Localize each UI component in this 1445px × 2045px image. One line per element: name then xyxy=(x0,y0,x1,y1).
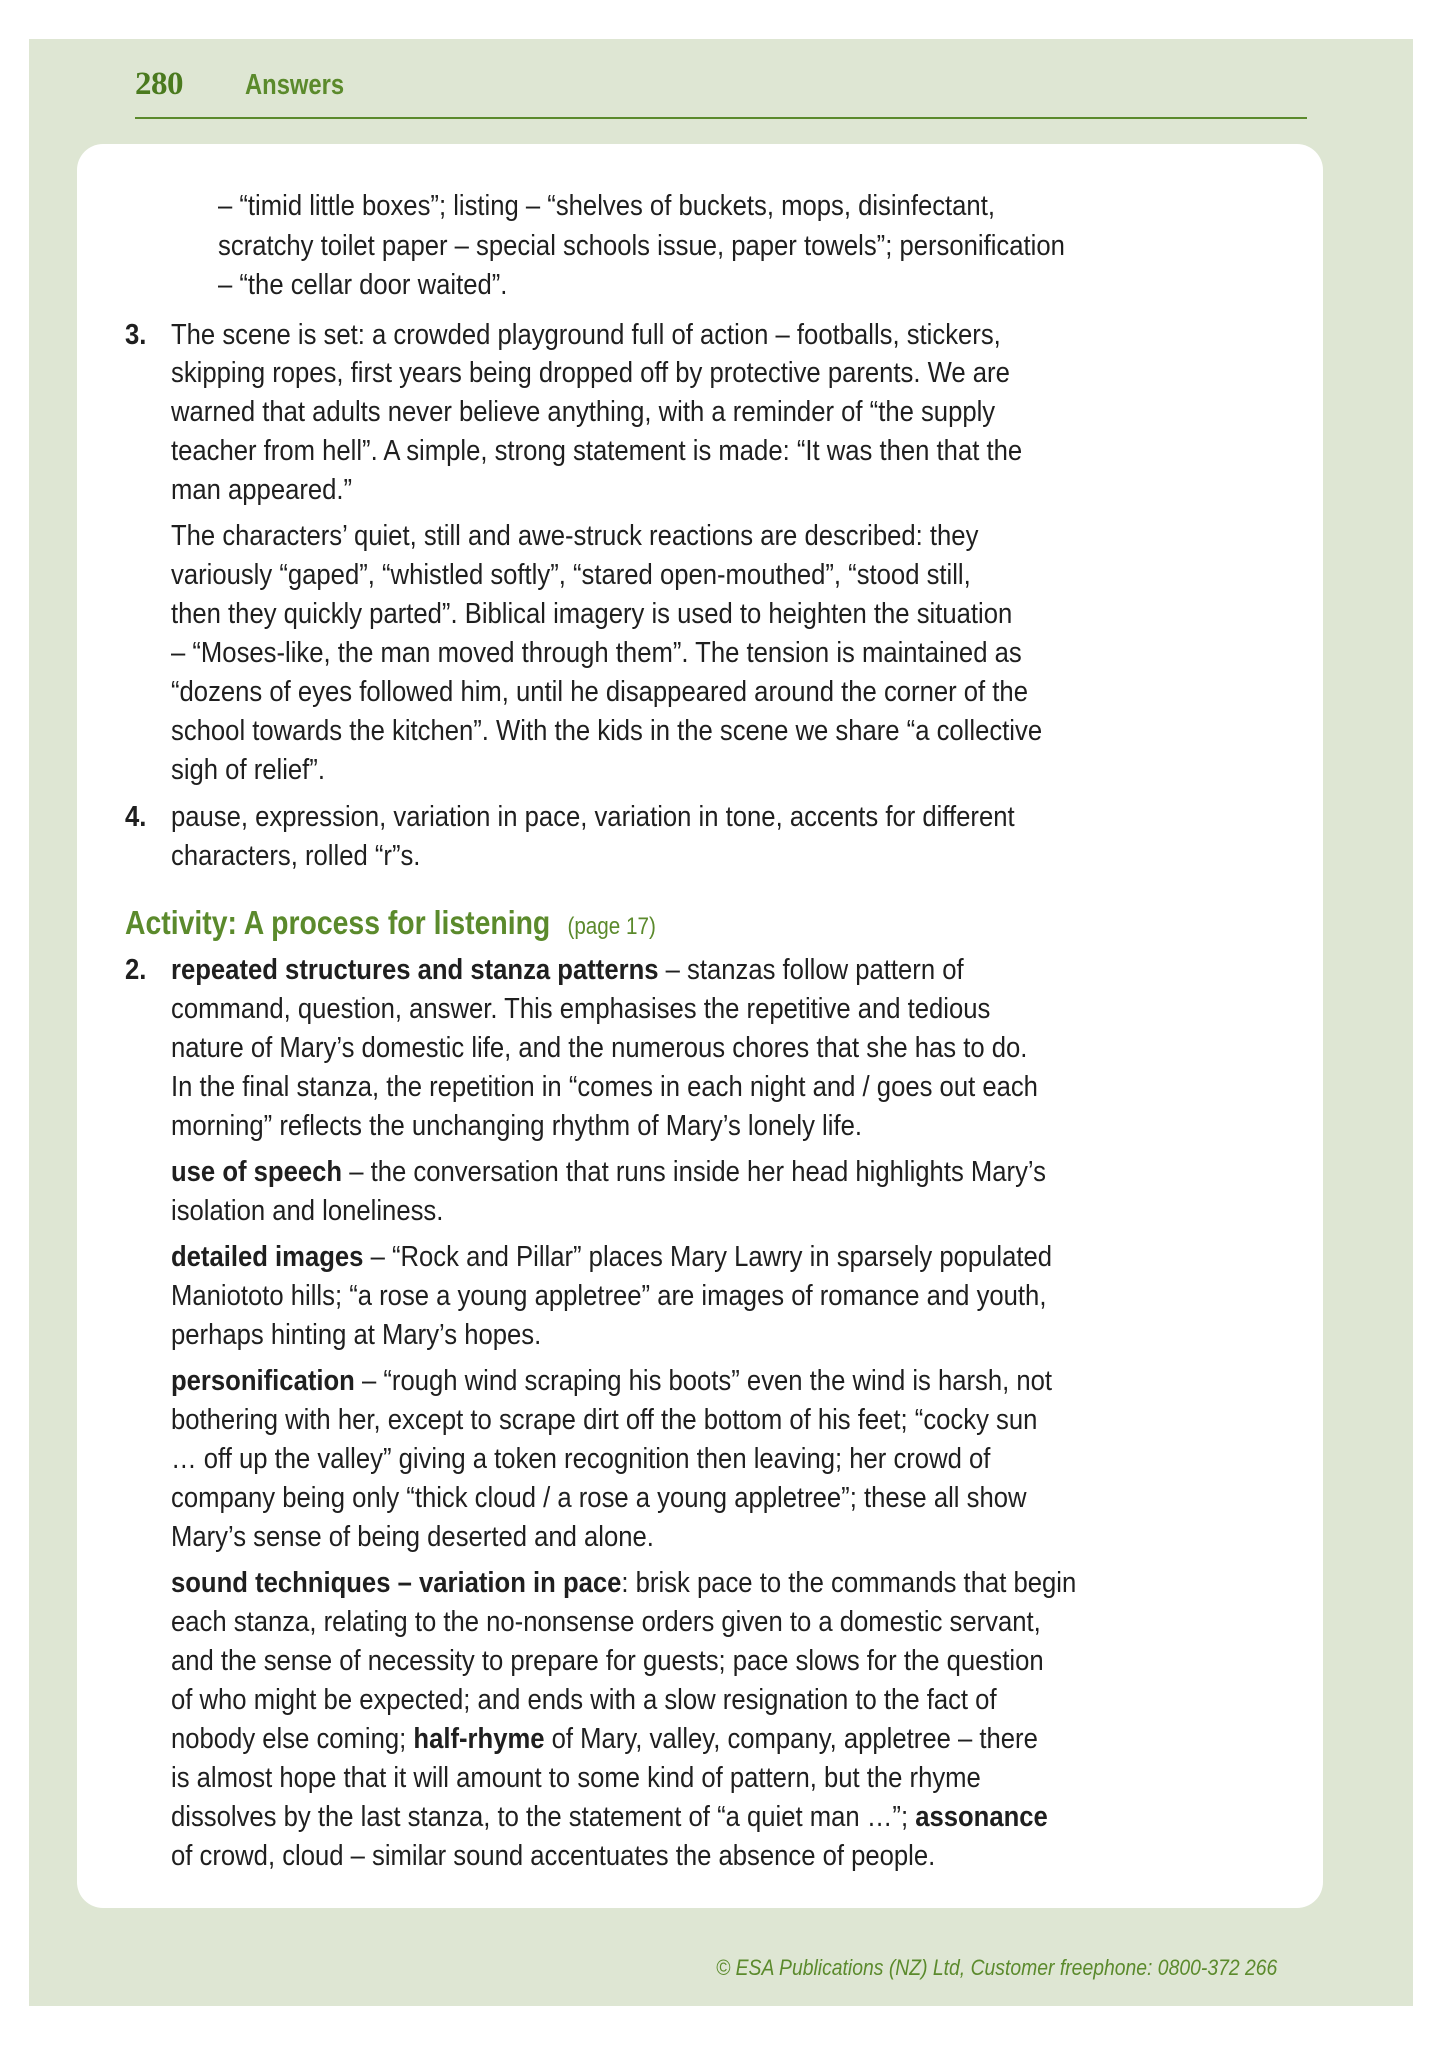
text-line: company being only “thick cloud / a rose a young appletree”; these all show xyxy=(171,1482,1027,1514)
term: use of speech xyxy=(171,1156,343,1188)
text-span: – the conversation that runs inside her head highlights Mary’s xyxy=(342,1156,1046,1188)
text-line: In the final stanza, the repetition in “comes in each night and / goes out each xyxy=(171,1071,1038,1103)
text-line: Maniototo hills; “a rose a young appletree” are images of romance and youth, xyxy=(171,1280,1047,1312)
text-line xyxy=(171,1563,1076,1603)
header-rule xyxy=(135,117,1307,119)
text-line: variously “gaped”, “whistled softly”, “stared open-mouthed”, “stood still, xyxy=(171,559,971,591)
text-line: The characters’ quiet, still and awe-struck reactions are described: they xyxy=(171,520,979,552)
page-number: 280 xyxy=(135,66,183,102)
text-span: : brisk pace to the commands that begin xyxy=(621,1567,1077,1599)
text-line: Mary’s sense of being deserted and alone. xyxy=(171,1521,654,1553)
text-line: teacher from hell”. A simple, strong statement is made: “It was then that the xyxy=(171,435,1023,467)
copyright-footer: © ESA Publications (NZ) Ltd, Customer freephone: 0800-372 266 xyxy=(716,1955,1278,1980)
text-span: – “Rock and Pillar” places Mary Lawry in sparsely populated xyxy=(363,1241,1053,1273)
term: half-rhyme xyxy=(413,1723,545,1755)
text-line: of who might be expected; and ends with a slow resignation to the fact of xyxy=(171,1684,997,1716)
item-number: 4. xyxy=(125,801,147,833)
text-line: each stanza, relating to the no-nonsense orders given to a domestic servant, xyxy=(171,1606,1041,1638)
page-reference: (page 17) xyxy=(567,913,656,940)
text-line: characters, rolled “r”s. xyxy=(171,840,421,872)
text-line: nature of Mary’s domestic life, and the numerous chores that she has to do. xyxy=(171,1032,1028,1064)
running-title: Answers xyxy=(245,69,345,101)
text-line: isolation and loneliness. xyxy=(171,1195,444,1227)
text-line: then they quickly parted”. Biblical imagery is used to heighten the situation xyxy=(171,598,1013,630)
text-line: sigh of relief”. xyxy=(171,754,325,786)
text-line: “dozens of eyes followed him, until he disappeared around the corner of the xyxy=(171,676,1028,708)
text-line xyxy=(171,1152,1046,1192)
term: assonance xyxy=(915,1801,1048,1833)
section-heading xyxy=(125,901,656,949)
text-line: … off up the valley” giving a token recognition then leaving; her crowd of xyxy=(171,1443,991,1475)
text-span: of Mary, valley, company, appletree – there xyxy=(544,1723,1038,1755)
text-span: nobody else coming; xyxy=(171,1723,414,1755)
text-line: command, question, answer. This emphasises the repetitive and tedious xyxy=(171,993,991,1025)
text-line: pause, expression, variation in pace, variation in tone, accents for different xyxy=(171,801,1015,833)
text-line: bothering with her, except to scrape dirt off the bottom of his feet; “cocky sun xyxy=(171,1404,1038,1436)
term: sound techniques – variation in pace xyxy=(171,1567,622,1599)
text-span: – stanzas follow pattern of xyxy=(658,954,964,986)
text-line xyxy=(171,1797,1048,1837)
text-line: school towards the kitchen”. With the kids in the scene we share “a collective xyxy=(171,715,1043,747)
text-line xyxy=(171,950,964,990)
text-line: scratchy toilet paper – special schools issue, paper towels”; personification xyxy=(218,230,1065,262)
text-line: of crowd, cloud – similar sound accentuates the absence of people. xyxy=(171,1840,936,1872)
section-title: Activity: A process for listening xyxy=(125,904,551,941)
text-line: The scene is set: a crowded playground full of action – footballs, stickers, xyxy=(171,319,1001,351)
text-line xyxy=(171,1361,1052,1401)
text-line: and the sense of necessity to prepare for guests; pace slows for the question xyxy=(171,1645,1044,1677)
text-line: skipping ropes, first years being dropped off by protective parents. We are xyxy=(171,357,1010,389)
text-line: – “Moses-like, the man moved through them”. The tension is maintained as xyxy=(171,637,1022,669)
text-line: – “timid little boxes”; listing – “shelves of buckets, mops, disinfectant, xyxy=(218,190,995,222)
text-line: man appeared.” xyxy=(171,474,353,506)
text-line: is almost hope that it will amount to some kind of pattern, but the rhyme xyxy=(171,1762,981,1794)
text-line: morning” reflects the unchanging rhythm of Mary’s lonely life. xyxy=(171,1110,862,1142)
term: personification xyxy=(171,1365,355,1397)
term: repeated structures and stanza patterns xyxy=(171,954,659,986)
text-line xyxy=(171,1719,1038,1759)
text-line: warned that adults never believe anything, with a reminder of “the supply xyxy=(171,396,996,428)
text-line xyxy=(171,1237,1052,1277)
text-span: dissolves by the last stanza, to the statement of “a quiet man …”; xyxy=(171,1801,916,1833)
text-span: – “rough wind scraping his boots” even the wind is harsh, not xyxy=(354,1365,1053,1397)
item-number: 2. xyxy=(125,954,147,986)
text-line: – “the cellar door waited”. xyxy=(218,269,508,301)
item-number: 3. xyxy=(125,319,147,351)
text-line: perhaps hinting at Mary’s hopes. xyxy=(171,1319,542,1351)
term: detailed images xyxy=(171,1241,364,1273)
